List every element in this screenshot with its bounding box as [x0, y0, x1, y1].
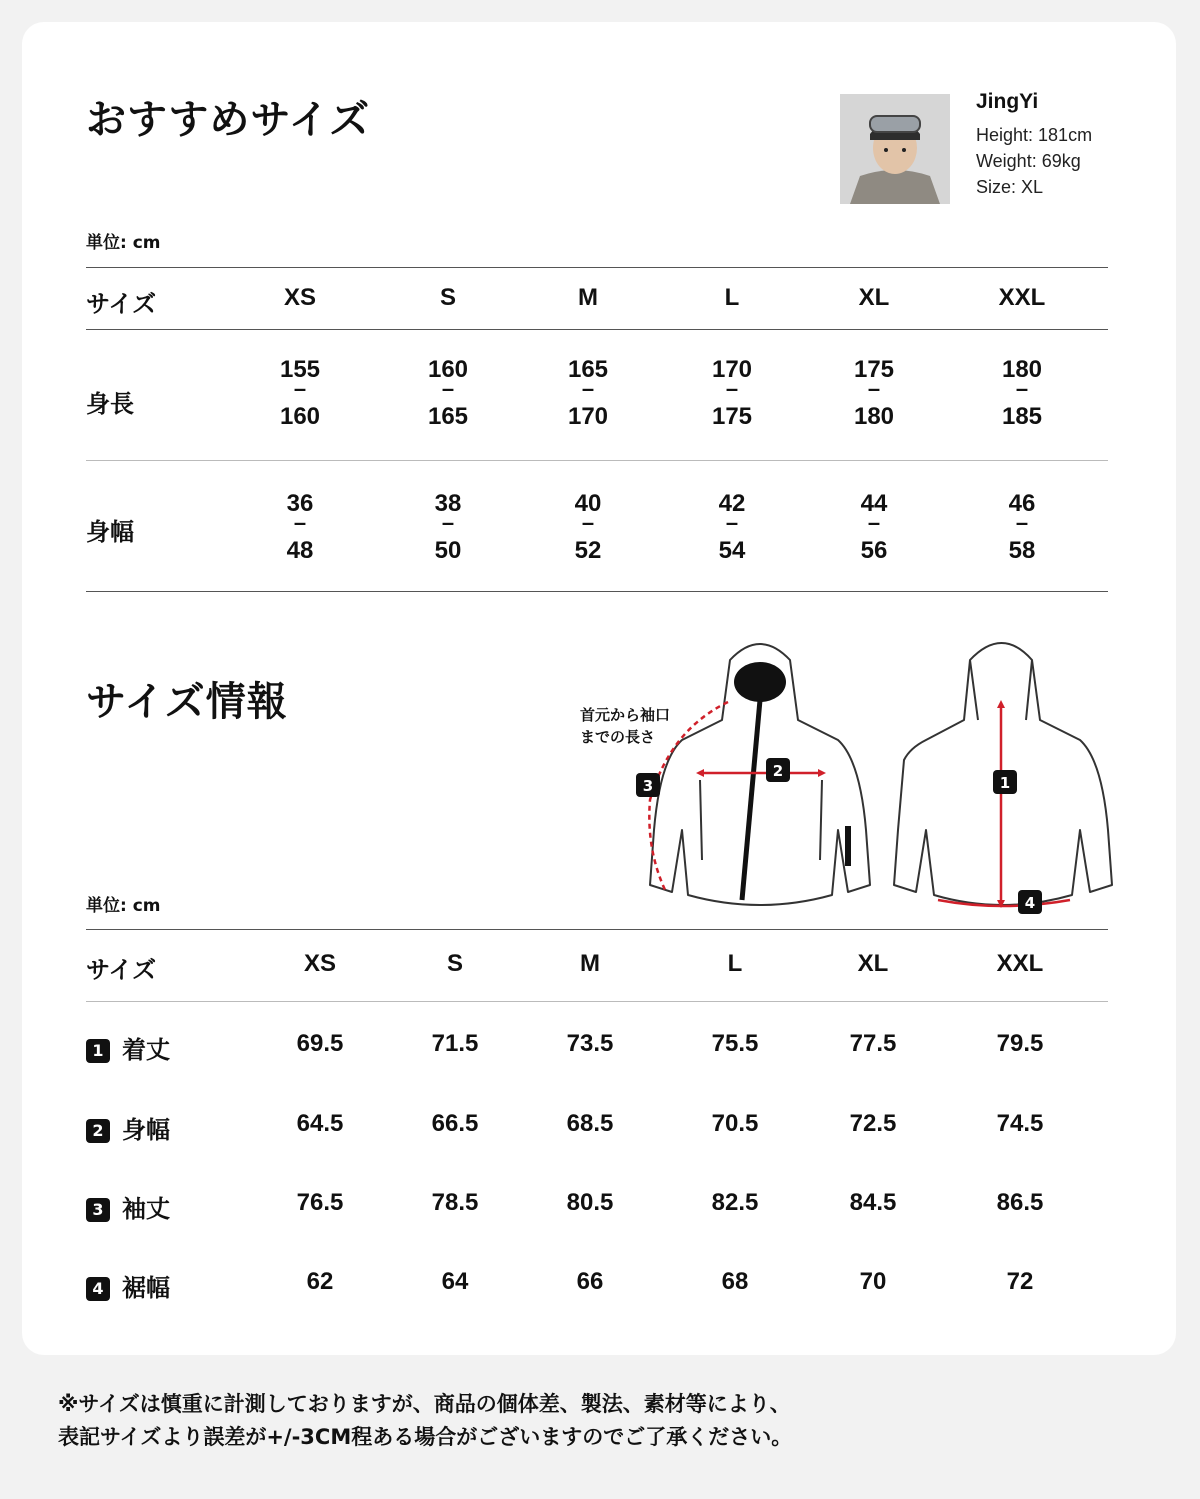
model-weight: Weight: 69kg — [976, 151, 1081, 171]
recommend-header-label: サイズ — [86, 290, 157, 318]
measure-value: 84.5 — [849, 1189, 897, 1216]
disclaimer-note — [58, 1388, 792, 1454]
range-max: 56 — [860, 537, 888, 564]
range-dash: – — [441, 510, 455, 535]
range-cell — [528, 356, 648, 430]
measure-value: 66 — [576, 1268, 604, 1295]
measure-label — [86, 1268, 170, 1303]
range-min: 155 — [279, 356, 321, 383]
model-size: Size: XL — [976, 177, 1044, 197]
range-min: 44 — [860, 490, 888, 517]
size-header-m: M — [580, 950, 600, 977]
range-max: 50 — [434, 537, 462, 564]
measure-label — [86, 1110, 170, 1145]
recommend-row-label: 身幅 — [86, 518, 134, 546]
range-dash: – — [1015, 510, 1029, 535]
range-dash: – — [293, 376, 307, 401]
number-badge: 4 — [86, 1277, 110, 1301]
range-min: 40 — [574, 490, 602, 517]
range-max: 185 — [1001, 403, 1043, 430]
measure-value: 70 — [859, 1268, 887, 1295]
jacket-diagram — [570, 630, 1130, 920]
range-cell — [962, 356, 1082, 430]
svg-text:3: 3 — [642, 777, 654, 795]
model-height: Height: 181cm — [976, 125, 1093, 145]
range-cell — [672, 356, 792, 430]
size-header-m: M — [578, 284, 598, 311]
measure-value: 76.5 — [296, 1189, 344, 1216]
measure-value: 75.5 — [711, 1030, 759, 1057]
note-line: 表記サイズより誤差が+/-3CM程ある場合がございますのでご了承ください。 — [58, 1425, 793, 1449]
divider — [86, 929, 1108, 930]
measure-value: 74.5 — [996, 1110, 1044, 1137]
measure-value: 64.5 — [296, 1110, 344, 1137]
recommend-row-label: 身長 — [86, 390, 134, 418]
size-header-xl: XL — [858, 284, 890, 311]
measure-value: 77.5 — [849, 1030, 897, 1057]
size-header-xxl: XXL — [998, 284, 1046, 311]
number-badge: 1 — [86, 1039, 110, 1063]
measure-value: 71.5 — [431, 1030, 479, 1057]
range-cell — [388, 490, 508, 564]
measure-value: 73.5 — [566, 1030, 614, 1057]
range-max: 170 — [567, 403, 609, 430]
divider — [86, 329, 1108, 330]
divider — [86, 1001, 1108, 1002]
range-cell — [240, 490, 360, 564]
measure-value: 68.5 — [566, 1110, 614, 1137]
range-cell — [962, 490, 1082, 564]
measure-value: 79.5 — [996, 1030, 1044, 1057]
range-cell — [814, 356, 934, 430]
info-title: サイズ情報 — [86, 679, 288, 725]
range-cell — [672, 490, 792, 564]
measure-value: 80.5 — [566, 1189, 614, 1216]
range-min: 165 — [567, 356, 609, 383]
size-header-l: L — [727, 950, 743, 977]
range-min: 42 — [718, 490, 746, 517]
measure-value: 62 — [306, 1268, 334, 1295]
range-dash: – — [867, 376, 881, 401]
range-max: 52 — [574, 537, 602, 564]
range-min: 38 — [434, 490, 462, 517]
recommend-title: おすすめサイズ — [86, 97, 371, 143]
note-line: ※サイズは慎重に計測しておりますが、商品の個体差、製法、素材等により、 — [58, 1392, 791, 1416]
caption-line: 首元から袖口 — [580, 706, 671, 724]
measure-value: 66.5 — [431, 1110, 479, 1137]
size-header-xs: XS — [283, 284, 316, 311]
range-dash: – — [1015, 376, 1029, 401]
measure-name: 裾幅 — [122, 1274, 170, 1302]
info-unit: 単位: cm — [86, 896, 161, 916]
svg-text:4: 4 — [1024, 894, 1036, 912]
range-max: 54 — [718, 537, 746, 564]
recommend-unit: 単位: cm — [86, 233, 161, 253]
measure-value: 69.5 — [296, 1030, 344, 1057]
range-dash: – — [725, 510, 739, 535]
measure-value: 86.5 — [996, 1189, 1044, 1216]
range-max: 175 — [711, 403, 753, 430]
range-dash: – — [293, 510, 307, 535]
range-max: 58 — [1008, 537, 1036, 564]
svg-text:2: 2 — [772, 762, 784, 780]
measure-value: 78.5 — [431, 1189, 479, 1216]
number-badge: 3 — [86, 1198, 110, 1222]
measure-label — [86, 1030, 170, 1065]
range-cell — [814, 490, 934, 564]
measure-name: 身幅 — [122, 1116, 170, 1144]
range-max: 160 — [279, 403, 321, 430]
measure-label — [86, 1189, 170, 1224]
svg-text:1: 1 — [999, 774, 1011, 792]
size-header-xl: XL — [857, 950, 889, 977]
range-dash: – — [441, 376, 455, 401]
divider — [86, 267, 1108, 268]
size-header-s: S — [446, 950, 463, 977]
range-dash: – — [867, 510, 881, 535]
size-header-xxl: XXL — [996, 950, 1044, 977]
number-badge: 2 — [86, 1119, 110, 1143]
size-header-xs: XS — [303, 950, 336, 977]
size-header-l: L — [724, 284, 740, 311]
measure-name: 袖丈 — [122, 1195, 170, 1223]
measure-value: 68 — [721, 1268, 749, 1295]
divider — [86, 460, 1108, 461]
measure-value: 64 — [441, 1268, 469, 1295]
divider — [86, 591, 1108, 592]
model-info — [976, 90, 1092, 200]
range-dash: – — [581, 510, 595, 535]
model-name: JingYi — [976, 90, 1039, 113]
size-header-s: S — [439, 284, 456, 311]
range-min: 160 — [427, 356, 469, 383]
range-cell — [528, 490, 648, 564]
measure-value: 70.5 — [711, 1110, 759, 1137]
range-min: 175 — [853, 356, 895, 383]
range-min: 36 — [286, 490, 314, 517]
model-photo — [840, 94, 950, 204]
measure-name: 着丈 — [122, 1036, 170, 1064]
range-cell — [388, 356, 508, 430]
measure-value: 82.5 — [711, 1189, 759, 1216]
measure-value: 72.5 — [849, 1110, 897, 1137]
range-max: 165 — [427, 403, 469, 430]
range-max: 48 — [286, 537, 314, 564]
range-cell — [240, 356, 360, 430]
range-max: 180 — [853, 403, 895, 430]
range-dash: – — [581, 376, 595, 401]
info-header-label: サイズ — [86, 956, 157, 984]
measure-value: 72 — [1006, 1268, 1034, 1295]
range-dash: – — [725, 376, 739, 401]
range-min: 170 — [711, 356, 753, 383]
caption-line: までの長さ — [580, 728, 656, 746]
range-min: 46 — [1008, 490, 1036, 517]
range-min: 180 — [1001, 356, 1043, 383]
